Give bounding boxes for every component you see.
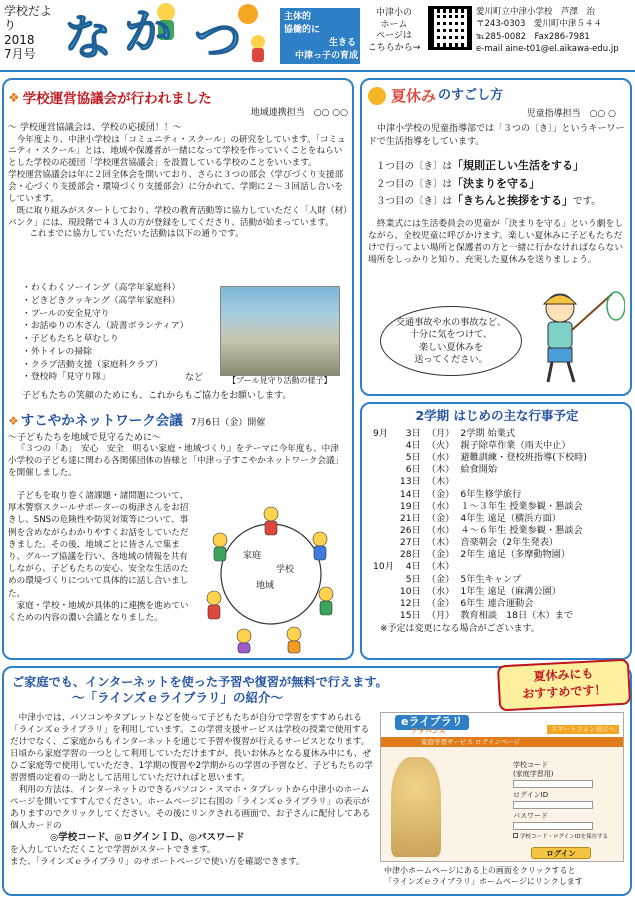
pool-photo: [220, 286, 340, 376]
table-row: [370, 452, 590, 464]
login-logo-sub: アドバンス: [411, 727, 446, 735]
day-cell: 6日: [405, 464, 421, 476]
list-item: ・ お話ゆりの木さん（読書ボランティア）: [22, 320, 222, 333]
qr-code-icon[interactable]: [428, 6, 472, 50]
table-row: [370, 501, 590, 513]
table-row: [370, 489, 590, 501]
table-row: [370, 476, 590, 488]
homepage-note: [362, 8, 426, 55]
school-name: 愛川町立中津小学校 芦澤 治: [476, 7, 596, 17]
schedule-section: [370, 408, 624, 635]
month-cell: [370, 489, 397, 501]
homepage-line-2: ホーム: [380, 19, 408, 30]
child-body-icon-2: [252, 48, 264, 62]
list-item: ・ 登校時「見守り隊」: [22, 371, 222, 384]
table-row: [370, 574, 590, 586]
summer-author: 児童指導担当 ○○ ○: [526, 109, 616, 120]
elibrary-subtitle: ～「ラインズｅライブラリ」の紹介～: [72, 690, 284, 706]
month-cell: [370, 513, 397, 525]
event-cell: [457, 476, 590, 488]
event-cell: 教育相談 18日（木）まで: [460, 609, 574, 621]
event-cell: 6年生 連合運動会: [460, 597, 534, 609]
elibrary-body: [10, 712, 374, 868]
weekday-cell: （木）: [426, 464, 455, 476]
month-cell: 10月: [373, 561, 394, 573]
council-title: 学校運営協議会が行われました: [22, 91, 212, 107]
month-cell: [370, 598, 397, 610]
login-id-label: ログインID: [513, 791, 549, 800]
list-item: ・ わくわくソーイング（高学年家庭科）: [22, 282, 222, 295]
weekday-cell: （水）: [426, 525, 455, 536]
table-row: [370, 549, 590, 561]
issue-info: [4, 4, 62, 62]
ring-label-school: 学校: [276, 565, 295, 575]
activity-list: [22, 282, 222, 384]
summer-intro: 中津小学校の児童指導部では「３つの〔き〕」というキーワードで生活指導をしています。: [368, 124, 625, 147]
table-row: [370, 525, 590, 537]
month-cell: [370, 476, 397, 488]
issue-year: 2018: [4, 32, 35, 47]
ring-circle: [221, 524, 321, 624]
council-paragraph: 今年度より、中津小学校は「コミュニティ・スクール」の研究をしています。「コミュニティ・スクール」とは、地域や保護者が一緒になって学校を作っていくことをねらいとした学校の応援団「学校運営協議会」を設置している学校のことをいいます。: [8, 134, 346, 169]
weekday-cell: （木）: [426, 476, 455, 488]
network-body: [8, 490, 192, 624]
weekday-cell: （月）: [426, 609, 455, 621]
list-item: ・ どきどきクッキング（高学年家庭科）: [22, 295, 222, 308]
list-item: ・ 外トイレの掃除: [22, 346, 222, 359]
day-cell: 14日: [399, 488, 421, 500]
schedule-table: [370, 428, 590, 622]
login-id-input[interactable]: [513, 801, 593, 809]
table-row: [370, 428, 590, 440]
network-paragraph: 子どもを取り巻く諸課題・諸問題について、厚木警察スクールサポーターの梅津さんをお招きし、SNSの危険性や防災対策等について、事例を含めながらわかりやすくお話をしていただきました。その後、地域ごとに皆さんで集まり、グループ協議を行い、各地域の情報を共有しながら、子どもたちの安心、安全な生活のための環境づくりについて具体的に話し合いました。: [8, 491, 189, 599]
weekday-cell: （水）: [426, 452, 455, 464]
table-row: [370, 513, 590, 525]
remember-checkbox[interactable]: 学校コード・ログインIDを保存する: [513, 833, 608, 841]
network-lead: ～子どもたちを地域で見守るために～: [8, 433, 162, 444]
day-cell: 13日: [399, 476, 421, 488]
day-cell: 27日: [399, 537, 421, 549]
rule-item: １つ目の〔き〕は「規則正しい生活をする」: [376, 159, 585, 173]
activities-suffix: など: [185, 373, 204, 383]
council-author: 地域連携担当 ○○ ○○: [250, 108, 348, 119]
schedule-note: ※予定は変更になる場合がございます。: [380, 624, 540, 635]
sun-icon: [368, 87, 386, 105]
table-row: [370, 561, 590, 573]
day-cell: 10日: [399, 585, 421, 597]
elibrary-after: を入力していただくことで学習がスタートできます。: [10, 845, 216, 856]
elibrary-title: ご家庭でも、インターネットを使った予習や復習が無料で行えます。: [12, 675, 388, 689]
screenshot-caption: 中津小ホームページにある上の画面をクリックすると 「ラインズｅライブラリ」ホームページにリンクします: [384, 866, 583, 886]
school-phone: ℡285-0082 Fax286-7981: [476, 31, 590, 42]
newsletter-name: 学校だより: [4, 4, 53, 33]
advice-bubble: 交通事故や水の事故など、 十分に気をつけて、 楽しい夏休みを 送ってください。: [380, 306, 522, 376]
day-cell: 4日: [405, 561, 421, 573]
weekday-cell: （木）: [426, 561, 455, 573]
month-cell: 9月: [373, 427, 389, 439]
table-row: [370, 598, 590, 610]
children-ring-svg: [196, 494, 346, 654]
weekday-cell: （火）: [426, 440, 455, 452]
weekday-cell: （金）: [426, 549, 455, 561]
day-cell: 5日: [405, 573, 421, 585]
motto-line-2: 協働的に: [284, 25, 321, 36]
weekday-cell: （木）: [426, 537, 455, 549]
table-row: [370, 610, 590, 622]
school-code-label: 学校コード: [513, 761, 548, 769]
elibrary-login-screenshot[interactable]: [380, 712, 624, 862]
council-paragraph: これまでに協力していただいた活動は以下の通りです。: [29, 229, 244, 240]
list-item: ・ 子どもたちと草むしり: [22, 333, 222, 346]
login-button[interactable]: ログイン: [531, 847, 591, 859]
header-divider: [0, 70, 635, 72]
masthead-char-3: つ: [194, 12, 243, 68]
day-cell: 26日: [399, 525, 421, 536]
list-item: ・ クラブ活動支援（家庭科クラブ）: [22, 359, 222, 372]
homepage-line-4: こちらから→: [367, 43, 421, 54]
elibrary-support: また、「ラインズｅライブラリ」のサポートページで使い方を確認できます。: [10, 856, 305, 867]
table-row: [370, 440, 590, 452]
council-section: [8, 90, 348, 241]
day-cell: 28日: [399, 549, 421, 561]
month-cell: [370, 525, 397, 537]
elibrary-header: [12, 674, 512, 707]
event-cell: 音楽朝会（2年生発表）: [460, 537, 559, 549]
motto-line-4: 中津っ子の育成: [294, 51, 358, 62]
event-cell: ４～６年生 授業参観・懇談会: [460, 525, 583, 536]
password-label: パスワード: [513, 812, 548, 821]
password-input[interactable]: [513, 822, 593, 830]
bullet-star-icon: ❖: [8, 414, 19, 428]
day-cell: 4日: [405, 440, 421, 452]
event-cell: 4年生 遠足（横浜方面）: [460, 512, 561, 524]
masthead: [62, 0, 277, 66]
council-lead: ～ 学校運営協議会は、学校の応援団！！～: [8, 123, 182, 134]
elibrary-paragraph: 利用の方法は、インターネットのできるパソコン・スマホ・タブレットから中津小のホームページを開いてすすんでください。ホームページに右図の「ラインズｅライブラリ」の表示がありますのでクリックしてください。その後にリンクされる画面で、お子さんに配付してある個人カードの: [10, 785, 371, 832]
council-closing: 子どもたちの笑顔のためにも、これからもご協力をお願いします。: [22, 391, 292, 401]
event-cell: 給食開始: [460, 464, 498, 476]
weekday-cell: （金）: [426, 488, 455, 500]
network-paragraph: 『３つの「あ」 安心 安全 明るい家庭・地域づくり』をテーマに今年度も、中津小学校の子ども達に関わる各関係団体の皆様と「中津っ子すこやかネットワーク会議」を開催しました。: [8, 444, 344, 479]
event-cell: 避難訓練・登校班指導(下校時): [460, 452, 587, 464]
council-paragraph: 学校運営協議会は年に２回全体会を開いており、さらに３つの部会（学びづくり支援部会・心づくり支援部会・環境づくり支援部会）に分かれて、学期に２～３回話し合いをしています。: [8, 170, 344, 204]
month-cell: [370, 549, 397, 561]
school-contact: [476, 6, 634, 55]
month-cell: [370, 440, 397, 452]
child-face-icon-2: [251, 35, 265, 49]
weekday-cell: （金）: [426, 512, 455, 524]
elibrary-credentials: ◎学校コード、◎ログインＩＤ、◎パスワード: [50, 832, 245, 844]
day-cell: 21日: [399, 512, 421, 524]
day-cell: 5日: [405, 452, 421, 464]
schedule-title: 2学期 はじめの主な行事予定: [415, 408, 579, 423]
event-cell: 親子除草作業（雨天中止）: [460, 440, 571, 452]
event-cell: 2年生 遠足（多摩動物園）: [460, 549, 571, 561]
summer-title-kanji: 夏休み: [391, 87, 437, 105]
day-cell: 3日: [405, 427, 421, 439]
council-paragraph: 既に取り組みがスタートしており、学校の教育活動等に協力していただく「人財（材）バンク」には、現段階で４３人の方が登録をしてくださり、活動が始まっています。: [8, 205, 348, 228]
school-email[interactable]: e-mail aine-t01@el.aikawa-edu.jp: [476, 43, 619, 54]
network-title: すこやかネットワーク会議: [20, 413, 183, 429]
day-cell: 15日: [399, 609, 421, 621]
weekday-cell: （金）: [426, 573, 455, 585]
school-motto: [280, 8, 360, 64]
table-row: [370, 464, 590, 476]
day-cell: 12日: [399, 597, 421, 609]
rule-item: ２つ目の〔き〕は「決まりを守る」: [376, 176, 541, 190]
summer-section: [368, 86, 626, 266]
school-code-sub: (家庭学習用): [513, 770, 554, 779]
login-logo: eライブラリ: [395, 715, 469, 730]
children-ring-illustration: [196, 494, 346, 654]
month-cell: [370, 610, 397, 622]
homepage-line-3: ページは: [376, 31, 412, 42]
issue-month: 7月号: [4, 47, 36, 62]
event-cell: 6年生修学旅行: [460, 488, 522, 500]
event-cell: 1年生 遠足（麻溝公園）: [460, 585, 561, 597]
month-cell: [370, 586, 397, 598]
network-paragraph: 家庭・学校・地域が具体的に連携を進めていくための内容の濃い会議となりました。: [8, 600, 189, 624]
recommend-badge: 夏休みにも おすすめです！: [497, 659, 631, 712]
motto-line-1: 主体的: [284, 12, 312, 22]
table-row: [370, 537, 590, 549]
turtle-illustration: [391, 757, 441, 857]
month-cell: [370, 501, 397, 513]
school-code-input[interactable]: [513, 780, 593, 788]
ring-label-home: 家庭: [243, 551, 262, 561]
homepage-line-1: 中津小の: [375, 8, 412, 18]
masthead-char-1: な: [64, 10, 113, 66]
event-cell: [457, 561, 590, 573]
smartphone-view-button[interactable]: スマートフォン表示へ: [547, 725, 619, 734]
school-address: 〒243-0303 愛川町中津５４４: [476, 19, 602, 30]
login-fields: [513, 761, 608, 842]
day-cell: 19日: [399, 500, 421, 512]
weekday-cell: （水）: [426, 585, 455, 597]
list-item: ・ プールの安全見守り: [22, 308, 222, 321]
elibrary-paragraph: 中津小では、パソコンやタブレットなどを使って子どもたちが自分で学習をすすめられる「ラインズｅライブラリ」を利用しています。この学習支援サービスは学校の授業で使用するだけでなく、ご家庭からもインターネットを通じて予習や復習が行えるサービスとなります。日頃から家庭学習の一つとして利用していただけますが、長いお休みとなる夏休み中にも、ぜひご家庭等で使用していただき、1学期の復習や2学期からの学習の予習など、子どもたちの学習習慣の定着の一助として活用していただければと思います。: [10, 713, 373, 784]
month-cell: [370, 464, 397, 476]
motto-line-3: 生きる: [328, 38, 356, 49]
bug-catching-boy-icon: [520, 286, 625, 386]
rule-item: ３つ目の〔き〕は「きちんと挨拶をする」です。: [376, 194, 601, 208]
summer-body: 終業式には生活委員会の児童が「決まりを守る」という劇をしながら、全校児童に呼びかけます。楽しい夏休みに子どもたちだけで行ってよい場所と保護者の方と一緒に行かなければならない場所をしっかりと知り、充実した夏休みを送りましょう。: [368, 218, 624, 266]
network-section: [8, 412, 348, 480]
month-cell: [370, 574, 397, 586]
ring-label-community: 地域: [256, 581, 275, 591]
weekday-cell: （月）: [426, 427, 455, 439]
event-cell: 5年生キャンプ: [460, 573, 522, 585]
rules-list: [368, 157, 626, 210]
month-cell: [370, 537, 397, 549]
summer-title-kana: のすごし方: [438, 88, 504, 104]
masthead-char-2: か: [124, 4, 173, 60]
event-cell: 2学期 始業式: [460, 427, 516, 439]
weekday-cell: （金）: [426, 597, 455, 609]
login-header: [381, 713, 623, 737]
bullet-star-icon: ❖: [8, 91, 20, 107]
photo-caption: 【プール見守り活動の様子】: [228, 376, 332, 385]
network-date: 7月6日（金）開催: [190, 418, 266, 428]
weekday-cell: （水）: [426, 500, 455, 512]
login-bar: 家庭学習サービス ログインページ: [381, 737, 623, 747]
event-cell: １～３年生 授業参観・懇談会: [460, 500, 583, 512]
month-cell: [370, 452, 397, 464]
table-row: [370, 586, 590, 598]
